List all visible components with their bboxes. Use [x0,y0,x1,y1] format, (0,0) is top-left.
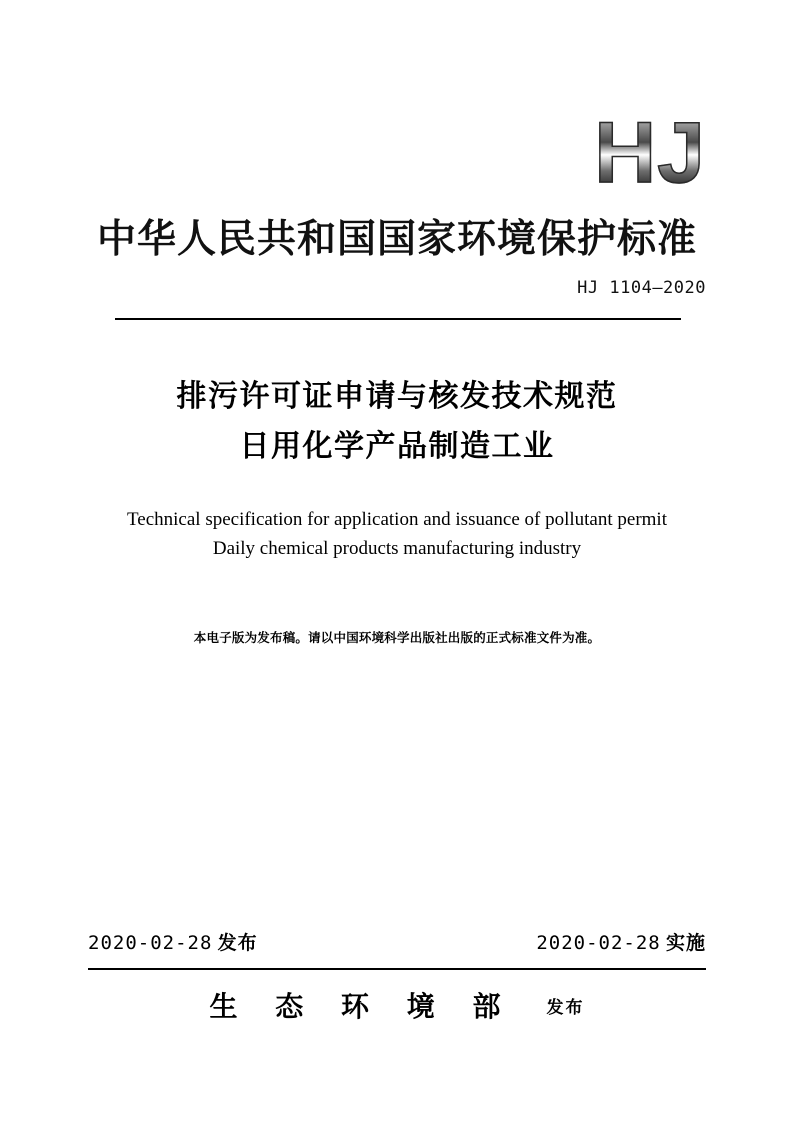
issuer-verb: 发布 [546,998,585,1018]
publication-note: 本电子版为发布稿。请以中国环境科学出版社出版的正式标准文件为准。 [193,630,601,645]
document-title-en-line2: Daily chemical products manufacturing industry [212,538,582,559]
issue-date-label: 发布 [217,932,258,954]
issue-date [88,928,258,955]
document-title-cn [0,372,794,472]
document-title-en-line1: Technical specification for application and issuance of pollutant permit [127,509,667,530]
standard-authority-title: 中华人民共和国国家环境保护标准 [96,217,697,262]
date-row [88,928,706,958]
hj-logo-text: HJ [594,105,706,201]
effective-date [536,928,706,955]
issuer-organization: 生 态 环 境 部 [209,990,515,1023]
divider-bottom [88,968,706,970]
issuer-block [0,985,794,1025]
effective-date-value: 2020-02-28 [536,932,661,954]
issue-date-value: 2020-02-28 [88,932,213,954]
document-title-cn-line2: 日用化学产品制造工业 [239,429,555,464]
standard-number: HJ 1104—2020 [577,278,706,298]
document-title-cn-line1: 排污许可证申请与核发技术规范 [176,379,618,414]
document-title-en [0,505,794,563]
divider-top [115,318,681,320]
hj-logo [516,105,706,201]
effective-date-label: 实施 [665,932,706,954]
